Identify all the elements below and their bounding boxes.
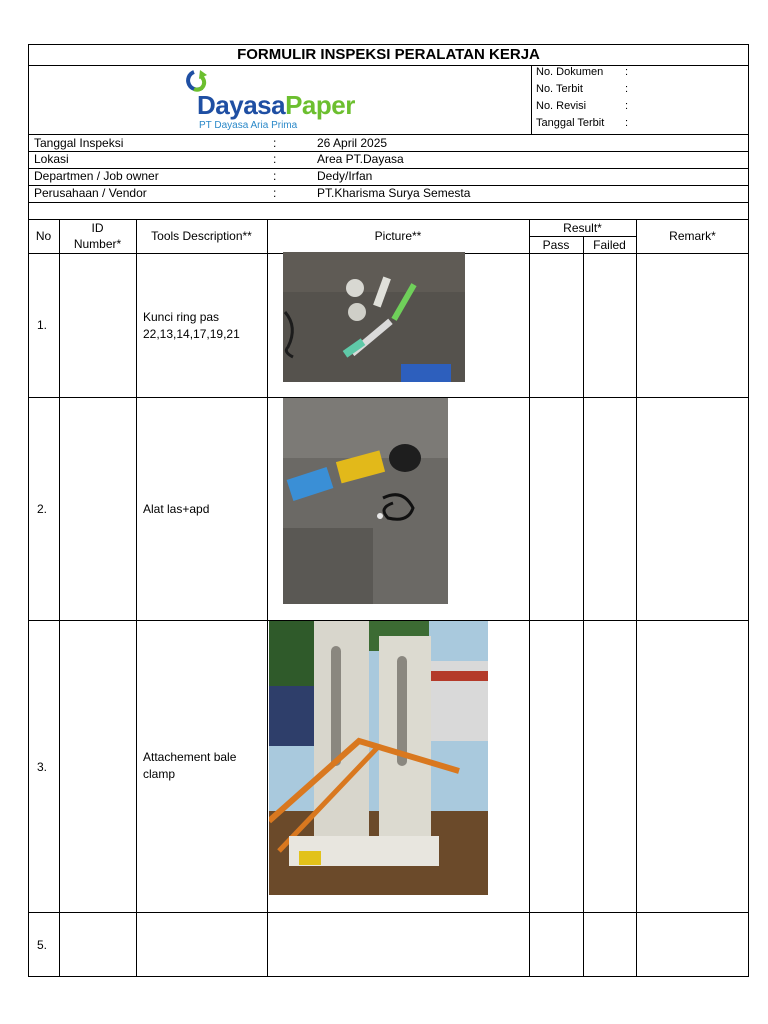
logo-company-name: PT Dayasa Aria Prima bbox=[199, 120, 298, 131]
logo-text-paper: Paper bbox=[285, 90, 355, 120]
header-failed: Failed bbox=[593, 238, 626, 252]
divider bbox=[28, 912, 749, 913]
location-value: Area PT.Dayasa bbox=[317, 152, 404, 166]
info-sep: : bbox=[273, 152, 277, 166]
tool-description: Kunci ring pas bbox=[143, 310, 220, 324]
divider bbox=[28, 202, 749, 203]
inspection-date-value: 26 April 2025 bbox=[317, 136, 388, 150]
row-number: 3. bbox=[37, 760, 48, 774]
divider bbox=[531, 65, 532, 134]
meta-sep: : bbox=[625, 83, 629, 95]
wrench-set-photo bbox=[283, 252, 465, 382]
form-title: FORMULIR INSPEKSI PERALATAN KERJA bbox=[237, 46, 540, 63]
tool-description: clamp bbox=[143, 767, 176, 781]
meta-label: Tanggal Terbit bbox=[536, 117, 605, 129]
tool-description: Alat las+apd bbox=[143, 502, 210, 516]
row-number: 2. bbox=[37, 502, 48, 516]
header-no: No bbox=[35, 229, 52, 243]
info-sep: : bbox=[273, 136, 277, 150]
meta-label: No. Terbit bbox=[536, 83, 583, 95]
header-id-line1: ID bbox=[91, 221, 104, 235]
job-owner-value: Dedy/Irfan bbox=[317, 169, 373, 183]
meta-label: No. Dokumen bbox=[536, 66, 604, 78]
company-logo bbox=[180, 68, 380, 132]
header-result: Result* bbox=[563, 221, 602, 235]
info-sep: : bbox=[273, 169, 277, 183]
divider bbox=[529, 219, 530, 977]
divider bbox=[529, 236, 636, 237]
divider bbox=[636, 219, 637, 977]
bale-clamp-photo bbox=[269, 621, 488, 895]
row-number: 5. bbox=[37, 938, 48, 952]
header-pass: Pass bbox=[542, 238, 570, 252]
divider bbox=[583, 236, 584, 977]
info-sep: : bbox=[273, 186, 277, 200]
divider bbox=[59, 219, 60, 977]
divider bbox=[28, 65, 749, 66]
tool-description: Attachement bale bbox=[143, 750, 237, 764]
meta-label: No. Revisi bbox=[536, 100, 587, 112]
header-picture: Picture** bbox=[374, 229, 422, 243]
vendor-value: PT.Kharisma Surya Semesta bbox=[317, 186, 471, 200]
info-label: Tanggal Inspeksi bbox=[34, 136, 124, 150]
welding-machine-photo bbox=[283, 398, 448, 604]
info-label: Perusahaan / Vendor bbox=[34, 186, 147, 200]
meta-sep: : bbox=[625, 66, 629, 78]
divider bbox=[267, 219, 268, 977]
logo-text-dayasa: Dayasa bbox=[197, 90, 286, 120]
tool-description: 22,13,14,17,19,21 bbox=[143, 327, 240, 341]
header-id-line2: Number* bbox=[73, 237, 122, 251]
divider bbox=[28, 134, 749, 135]
header-tools-description: Tools Description** bbox=[151, 229, 252, 243]
meta-sep: : bbox=[625, 117, 629, 129]
row-number: 1. bbox=[37, 318, 48, 332]
info-label: Departmen / Job owner bbox=[34, 169, 159, 183]
meta-sep: : bbox=[625, 100, 629, 112]
divider bbox=[136, 219, 137, 977]
info-label: Lokasi bbox=[34, 152, 69, 166]
header-remark: Remark* bbox=[669, 229, 716, 243]
